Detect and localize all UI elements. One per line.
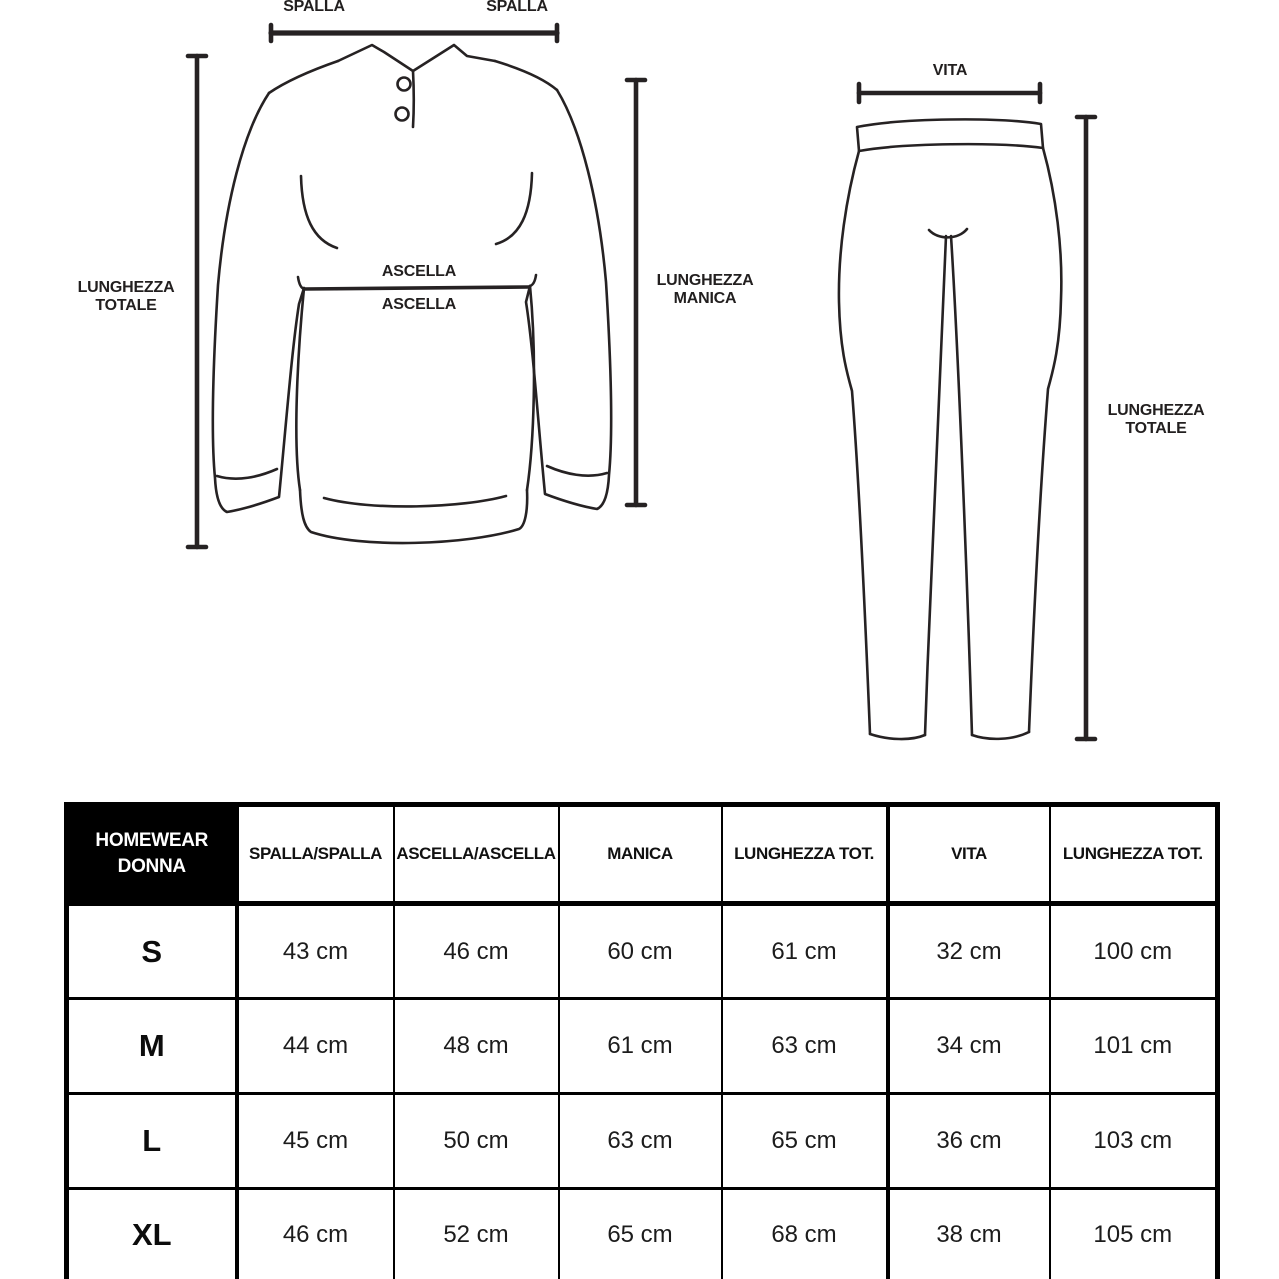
pants-outer-left bbox=[839, 151, 870, 734]
shirt-armpit-right bbox=[530, 275, 536, 286]
table-row-m bbox=[67, 999, 1218, 1094]
shirt-placket bbox=[413, 71, 414, 127]
column-header-vita: VITA bbox=[888, 805, 1050, 904]
shirt-drawing bbox=[213, 45, 611, 543]
pants-hem-right bbox=[972, 732, 1029, 739]
value-cell: 63 cm bbox=[559, 1094, 722, 1189]
value-cell: 46 cm bbox=[237, 1189, 394, 1279]
pants-outer-right bbox=[1029, 148, 1061, 732]
value-cell: 68 cm bbox=[722, 1189, 888, 1279]
column-header-lunghezza-tot-top: LUNGHEZZA TOT. bbox=[722, 805, 888, 904]
shirt-total-length-label: LUNGHEZZA TOTALE bbox=[77, 279, 175, 314]
value-cell: 48 cm bbox=[394, 999, 559, 1094]
table-row-xl bbox=[67, 1189, 1218, 1279]
shirt-collar bbox=[338, 45, 495, 71]
shirt-bust-curve-left bbox=[301, 176, 337, 248]
spalla-right-label: SPALLA bbox=[486, 0, 548, 15]
shirt-armpit-left bbox=[298, 277, 304, 289]
table-title-cell: HOMEWEAR DONNA bbox=[67, 805, 237, 904]
pants-crotch-curve bbox=[929, 229, 967, 237]
pants-hem-left bbox=[870, 734, 925, 739]
shirt-hem-inner-line bbox=[324, 496, 506, 506]
ascella-bottom-label: ASCELLA bbox=[381, 296, 457, 313]
column-header-ascella: ASCELLA/ASCELLA bbox=[394, 805, 559, 904]
pants-inseam-left bbox=[925, 236, 946, 735]
value-cell: 60 cm bbox=[559, 904, 722, 999]
value-cell: 52 cm bbox=[394, 1189, 559, 1279]
value-cell: 100 cm bbox=[1050, 904, 1218, 999]
value-cell: 36 cm bbox=[888, 1094, 1050, 1189]
value-cell: 61 cm bbox=[722, 904, 888, 999]
shirt-button-bottom bbox=[396, 108, 409, 121]
value-cell: 105 cm bbox=[1050, 1189, 1218, 1279]
value-cell: 103 cm bbox=[1050, 1094, 1218, 1189]
ascella-top-label: ASCELLA bbox=[381, 263, 457, 280]
table-row-l bbox=[67, 1094, 1218, 1189]
pants-inseam-right bbox=[951, 236, 972, 735]
shirt-button-top bbox=[398, 78, 411, 91]
table-row-s bbox=[67, 904, 1218, 999]
pants-waistband bbox=[857, 119, 1043, 151]
column-header-spalla: SPALLA/SPALLA bbox=[237, 805, 394, 904]
value-cell: 61 cm bbox=[559, 999, 722, 1094]
ascella-measure-line bbox=[304, 287, 529, 289]
value-cell: 46 cm bbox=[394, 904, 559, 999]
value-cell: 50 cm bbox=[394, 1094, 559, 1189]
value-cell: 38 cm bbox=[888, 1189, 1050, 1279]
shirt-right-sleeve bbox=[526, 90, 611, 509]
shirt-right-cuff-line bbox=[547, 466, 607, 476]
size-cell: S bbox=[67, 904, 237, 999]
spalla-left-label: SPALLA bbox=[283, 0, 345, 15]
column-header-manica: MANICA bbox=[559, 805, 722, 904]
vita-label: VITA bbox=[932, 62, 968, 79]
sleeve-length-label: LUNGHEZZA MANICA bbox=[656, 272, 754, 307]
value-cell: 44 cm bbox=[237, 999, 394, 1094]
size-chart-table bbox=[64, 802, 1220, 1279]
shirt-left-cuff-line bbox=[217, 469, 277, 479]
shirt-left-sleeve bbox=[213, 93, 304, 512]
size-cell: XL bbox=[67, 1189, 237, 1279]
column-header-lunghezza-tot-pants: LUNGHEZZA TOT. bbox=[1050, 805, 1218, 904]
value-cell: 32 cm bbox=[888, 904, 1050, 999]
shirt-shoulder-right bbox=[495, 61, 557, 90]
value-cell: 63 cm bbox=[722, 999, 888, 1094]
pants-drawing bbox=[839, 119, 1061, 739]
value-cell: 65 cm bbox=[559, 1189, 722, 1279]
value-cell: 101 cm bbox=[1050, 999, 1218, 1094]
size-cell: L bbox=[67, 1094, 237, 1189]
shirt-shoulder-left bbox=[269, 61, 338, 93]
value-cell: 43 cm bbox=[237, 904, 394, 999]
size-cell: M bbox=[67, 999, 237, 1094]
table-header-row bbox=[67, 805, 1218, 904]
shirt-bust-curve-right bbox=[496, 173, 532, 244]
value-cell: 45 cm bbox=[237, 1094, 394, 1189]
value-cell: 65 cm bbox=[722, 1094, 888, 1189]
value-cell: 34 cm bbox=[888, 999, 1050, 1094]
pants-total-length-label: LUNGHEZZA TOTALE bbox=[1107, 402, 1205, 437]
